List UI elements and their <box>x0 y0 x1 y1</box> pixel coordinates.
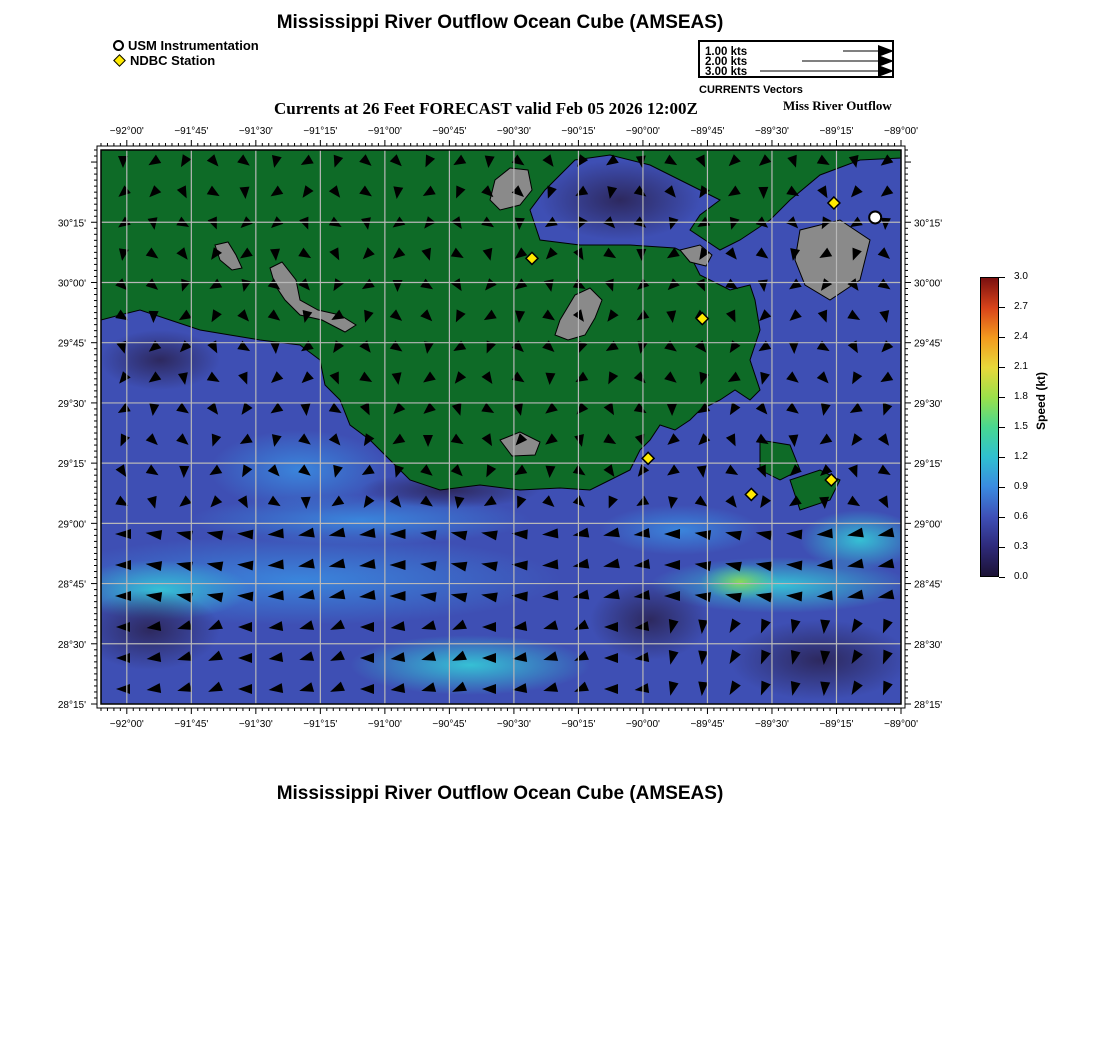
lat-label-left: 30°15' <box>57 218 86 230</box>
lon-label-bottom: −91°00' <box>367 719 402 730</box>
lon-label-top: −90°45' <box>432 126 467 137</box>
lon-label-bottom: −90°45' <box>432 719 467 730</box>
legend-ndbc-label: NDBC Station <box>130 53 216 68</box>
colorbar-tick-label: 2.7 <box>1014 301 1028 312</box>
lon-label-top: −89°30' <box>754 126 789 137</box>
lon-label-bottom: −91°15' <box>303 719 338 730</box>
colorbar-tick-label: 1.2 <box>1014 451 1028 462</box>
lon-label-bottom: −89°45' <box>690 719 725 730</box>
colorbar-tick-label: 1.5 <box>1014 421 1028 432</box>
lat-label-right: 29°45' <box>914 338 943 350</box>
lon-label-bottom: −90°30' <box>496 719 531 730</box>
colorbar-tick-label: 2.4 <box>1014 331 1028 342</box>
lat-label-left: 28°30' <box>57 639 86 651</box>
map-title: Mississippi River Outflow Ocean Cube (AMSEAS) <box>276 12 724 33</box>
colorbar-tick <box>999 457 1005 458</box>
colorbar-tick <box>999 397 1005 398</box>
map-subtitle: Currents at 26 Feet FORECAST valid Feb 05 2026 12:00Z <box>274 99 698 118</box>
lon-label-bottom: −90°00' <box>625 719 660 730</box>
legend-usm-label: USM Instrumentation <box>128 38 259 53</box>
colorbar-tick-label: 0.9 <box>1014 481 1028 492</box>
lon-label-top: −89°00' <box>884 126 918 137</box>
lat-label-left: 29°00' <box>57 519 86 531</box>
colorbar-tick <box>999 427 1005 428</box>
vector-legend-3kt: 3.00 kts <box>705 66 748 78</box>
lon-label-bottom: −89°00' <box>884 719 918 730</box>
speed-colorbar <box>980 277 999 577</box>
lon-label-top: −90°15' <box>561 126 596 137</box>
colorbar-title: Speed (kt) <box>1034 371 1048 430</box>
colorbar-tick <box>999 307 1005 308</box>
lat-label-right: 30°00' <box>914 278 943 290</box>
lat-label-left: 29°45' <box>57 338 86 350</box>
vectors-caption: CURRENTS Vectors <box>699 84 803 96</box>
lat-label-left: 29°30' <box>57 398 86 410</box>
lat-label-right: 29°15' <box>914 459 943 471</box>
lon-label-top: −90°00' <box>625 126 660 137</box>
lon-label-top: −89°15' <box>819 126 854 137</box>
bottom-title: Mississippi River Outflow Ocean Cube (AMSEAS) <box>276 783 724 804</box>
usm-station-icon[interactable] <box>869 211 881 223</box>
lon-label-bottom: −90°15' <box>561 719 596 730</box>
lon-label-top: −91°15' <box>303 126 338 137</box>
lat-label-left: 28°45' <box>57 579 86 591</box>
lon-label-top: −92°00' <box>109 126 144 137</box>
lat-label-right: 28°15' <box>914 700 943 711</box>
lon-label-bottom: −91°30' <box>238 719 273 730</box>
lat-label-right: 29°30' <box>914 398 943 410</box>
colorbar-tick-label: 3.0 <box>1014 271 1028 282</box>
colorbar-tick <box>999 487 1005 488</box>
colorbar-tick <box>999 577 1005 578</box>
lon-label-top: −90°30' <box>496 126 531 137</box>
region-label: Miss River Outflow <box>783 98 892 113</box>
lat-label-left: 29°15' <box>57 459 86 471</box>
colorbar-tick <box>999 277 1005 278</box>
lon-label-bottom: −89°15' <box>819 719 854 730</box>
colorbar-tick <box>999 547 1005 548</box>
lon-label-bottom: −89°30' <box>754 719 789 730</box>
lon-label-bottom: −91°45' <box>174 719 209 730</box>
colorbar-tick-label: 0.0 <box>1014 571 1028 582</box>
lon-label-top: −91°00' <box>367 126 402 137</box>
colorbar-tick <box>999 367 1005 368</box>
colorbar-tick-label: 1.8 <box>1014 391 1028 402</box>
colorbar-tick-label: 0.6 <box>1014 511 1028 522</box>
lon-label-bottom: −92°00' <box>109 719 144 730</box>
colorbar-tick <box>999 337 1005 338</box>
vector-legend-1kt: 1.00 kts <box>705 46 748 58</box>
lat-label-right: 28°45' <box>914 579 943 591</box>
lon-label-top: −91°30' <box>238 126 273 137</box>
lat-label-left: 30°00' <box>57 278 86 290</box>
lat-label-right: 30°15' <box>914 218 943 230</box>
vector-legend-2kt: 2.00 kts <box>705 56 748 68</box>
lon-label-top: −89°45' <box>690 126 725 137</box>
lat-label-right: 28°30' <box>914 639 943 651</box>
lon-label-top: −91°45' <box>174 126 209 137</box>
colorbar-tick <box>999 517 1005 518</box>
lat-label-right: 29°00' <box>914 519 943 531</box>
colorbar-tick-label: 0.3 <box>1014 541 1028 552</box>
colorbar-tick-label: 2.1 <box>1014 361 1028 372</box>
lat-label-left: 28°15' <box>57 700 86 711</box>
